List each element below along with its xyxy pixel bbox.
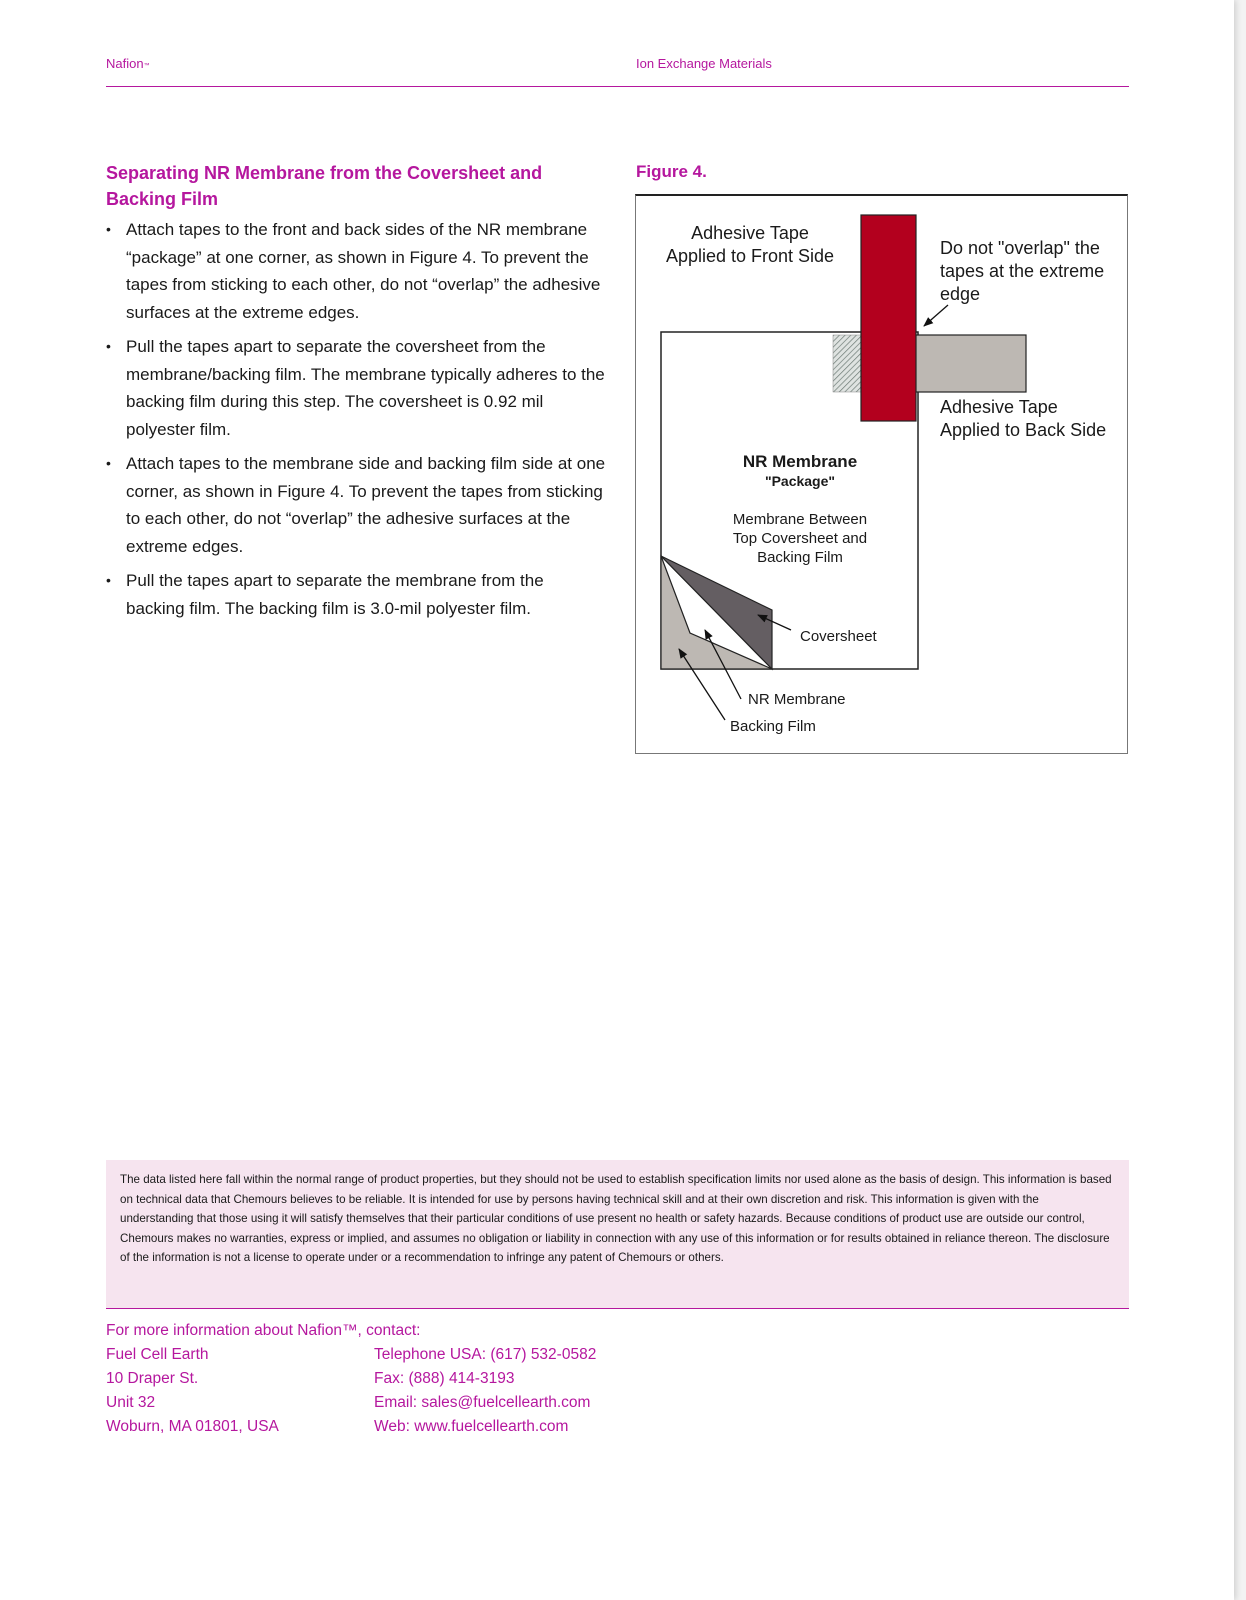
header-brand [106,56,150,71]
label-between [700,510,900,567]
front-tape [861,215,916,421]
label-overlap-line: Do not "overlap" the [940,238,1100,258]
header-brand-tm: ™ [143,63,150,69]
label-nr-membrane: NR Membrane [748,691,846,708]
label-coversheet: Coversheet [800,628,877,645]
contact-intro: For more information about Nafion™, contact: [106,1322,421,1339]
label-package [700,451,900,489]
label-front-tape [662,222,838,268]
back-tape [914,335,1026,392]
figure-title: Figure 4. [636,162,707,181]
overlap-arrow [924,305,948,326]
label-front-tape-line: Adhesive Tape [691,223,809,243]
instruction-list [106,216,606,629]
contact-company: Fuel Cell Earth [106,1346,209,1363]
disclaimer-divider [106,1308,1129,1309]
label-back-tape-line: Adhesive Tape [940,397,1058,417]
label-package-sub: "Package" [764,473,836,489]
label-between-line: Backing Film [757,549,843,566]
contact-phone: Telephone USA: (617) 532-0582 [374,1346,597,1363]
contact-email[interactable]: Email: sales@fuelcellearth.com [374,1394,591,1411]
label-package-title: NR Membrane [742,452,858,471]
contact-unit: Unit 32 [106,1394,156,1411]
label-overlap-line: tapes at the extreme [940,261,1105,281]
contact-fax: Fax: (888) 414-3193 [374,1370,515,1387]
label-between-line: Membrane Between [732,511,868,528]
label-between-line: Top Coversheet and [732,530,868,547]
instruction-item: • Attach tapes to the front and back sides of the NR membrane “package” at one corner, as shown in Figure 4. To prevent the tapes from sticking to each other, do not “overlap” the adhesive surfaces at the extreme edges. [106,216,606,326]
label-back-tape-line: Applied to Back Side [940,420,1107,440]
header-section-title: Ion Exchange Materials [636,56,772,71]
label-backing-film: Backing Film [730,718,816,735]
instruction-item: • Attach tapes to the membrane side and backing film side at one corner, as shown in Figure 4. To prevent the tapes from sticking to each other, do not “overlap” the adhesive surfaces at the extreme edges. [106,450,606,560]
instruction-item: • Pull the tapes apart to separate the membrane from the backing film. The backing film is 3.0-mil polyester film. [106,567,606,622]
disclaimer-box: The data listed here fall within the normal range of product properties, but they should not be used to establish specification limits nor used alone as the basis of design. This information is based on technical data that Chemours believes to be reliable. It is intended for use by persons having technical skill and at their own discretion and risk. This information is given with the understanding that those using it will satisfy themselves that their particular conditions of use present no health or safety hazards. Because conditions of product use are outside our control, Chemours makes no warranties, express or implied, and assumes no obligation or liability in connection with any use of this information or for results obtained in reliance thereon. The disclosure of the information is not a license to operate under or a recommendation to infringe any patent of Chemours or others. [106,1160,1129,1308]
section-title: Separating NR Membrane from the Coversheet and Backing Film [106,163,543,209]
hatched-region [833,335,863,392]
contact-address [106,1343,279,1439]
contact-web[interactable]: Web: www.fuelcellearth.com [374,1418,569,1435]
label-front-tape-line: Applied to Front Side [665,246,835,266]
contact-details [374,1343,596,1439]
header-brand-text: Nafion [106,56,144,71]
contact-city: Woburn, MA 01801, USA [106,1418,279,1435]
label-overlap-line: edge [940,284,981,304]
instruction-item: • Pull the tapes apart to separate the coversheet from the membrane/backing film. The membrane typically adheres to the backing film during this step. The coversheet is 0.92 mil polyester film. [106,333,606,443]
contact-street: 10 Draper St. [106,1370,199,1387]
header-divider [106,86,1129,87]
label-back-tape [940,396,1130,442]
label-overlap-warning [940,237,1130,306]
